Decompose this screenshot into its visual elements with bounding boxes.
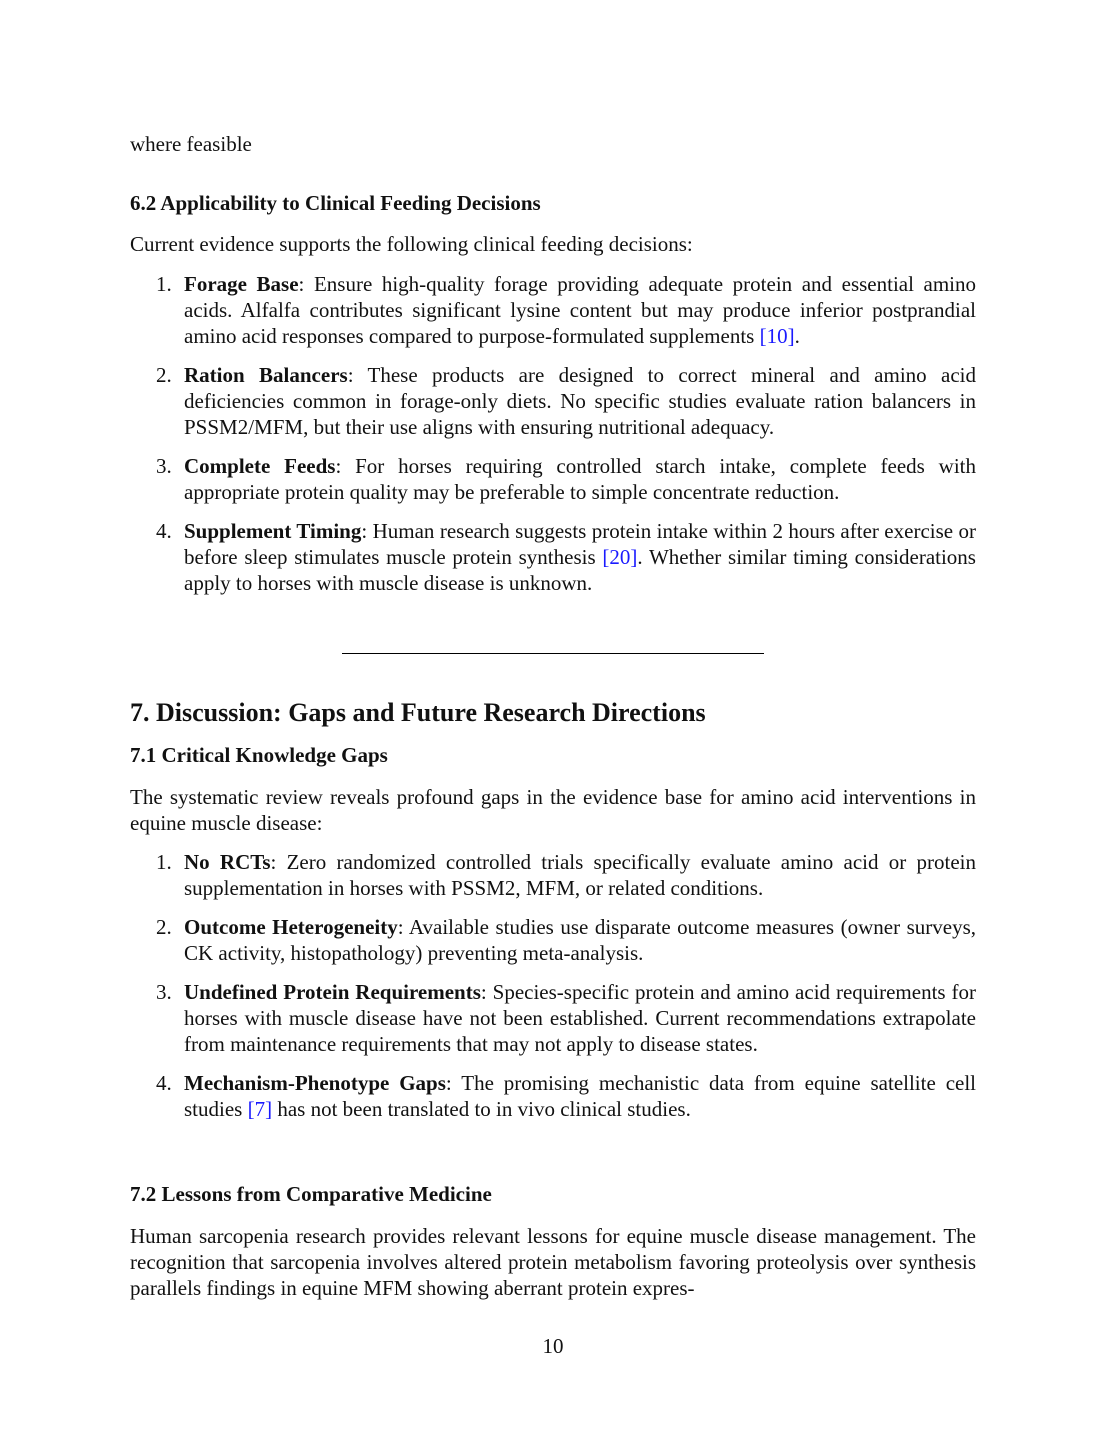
section-6-2-heading: 6.2 Applicability to Clinical Feeding Decisions [130, 191, 541, 215]
section-7-2-heading: 7.2 Lessons from Comparative Medicine [130, 1182, 492, 1206]
section-6-2-intro: Current evidence supports the following clinical feeding decisions: [130, 232, 693, 256]
section-divider [342, 653, 764, 654]
list-item: 2. Outcome Heterogeneity: Available studies use disparate outcome measures (owner surveys, CK activity, histopathology) preventing meta-analysis. [156, 915, 977, 965]
item-term: Ration Balancers [184, 363, 348, 387]
item-term: Outcome Heterogeneity [184, 915, 398, 939]
carryover-text: where feasible [130, 132, 252, 156]
list-item: 1. Forage Base: Ensure high-quality forage providing adequate protein and essential amino acids. Alfalfa contributes significant lysine content but may produce inferior postprandial amino acid responses compared to purpose-formulated supplements [10]. [156, 272, 976, 348]
list-item: 3. Complete Feeds: For horses requiring controlled starch intake, complete feeds with appropriate protein quality may be preferable to simple concentrate reduction. [156, 454, 976, 504]
page-number: 10 [542, 1334, 564, 1358]
item-term: Forage Base [184, 272, 299, 296]
section-7-1-heading: 7.1 Critical Knowledge Gaps [130, 743, 388, 767]
list-item: 3. Undefined Protein Requirements: Species-specific protein and amino acid requirements for horses with muscle disease have not been established. Current recommendations extrapolate from maintenance requirements that may not apply to disease states. [156, 980, 976, 1056]
list-item: 4. Supplement Timing: Human research suggests protein intake within 2 hours after exercise or before sleep stimulates muscle protein synthesis [20]. Whether similar timing considerations apply to horses with muscle disease is unknown. [156, 519, 976, 595]
list-item: 1. No RCTs: Zero randomized controlled trials specifically evaluate amino acid or protein supplementation in horses with PSSM2, MFM, or related conditions. [156, 850, 976, 900]
item-term: Mechanism-Phenotype Gaps [184, 1071, 446, 1095]
list-item: 4. Mechanism-Phenotype Gaps: The promising mechanistic data from equine satellite cell studies [7] has not been translated to in vivo clinical studies. [156, 1071, 977, 1121]
section-7-heading: 7. Discussion: Gaps and Future Research Directions [130, 698, 706, 727]
item-term: Supplement Timing [184, 519, 362, 543]
citation-link[interactable]: [10] [759, 324, 795, 348]
list-item: 2. Ration Balancers: These products are designed to correct mineral and amino acid deficiencies common in forage-only diets. No specific studies evaluate ration balancers in PSSM2/MFM, but their use aligns with ensuring nutritional adequacy. [156, 363, 976, 439]
citation-link[interactable]: [20] [602, 545, 638, 569]
knowledge-gaps-list [130, 849, 976, 1135]
item-term: Undefined Protein Requirements [184, 980, 481, 1004]
item-term: Complete Feeds [184, 454, 336, 478]
item-term: No RCTs [184, 850, 271, 874]
section-7-2-paragraph: Human sarcopenia research provides relevant lessons for equine muscle disease management. The recognition that sarcopenia involves altered protein metabolism favoring proteolysis over synthesis parallels findings in equine MFM showing aberrant protein expres- [130, 1224, 976, 1300]
citation-link[interactable]: [7] [247, 1097, 273, 1121]
section-7-1-intro: The systematic review reveals profound gaps in the evidence base for amino acid interventions in equine muscle disease: [130, 785, 976, 835]
feeding-decisions-list [130, 271, 976, 609]
